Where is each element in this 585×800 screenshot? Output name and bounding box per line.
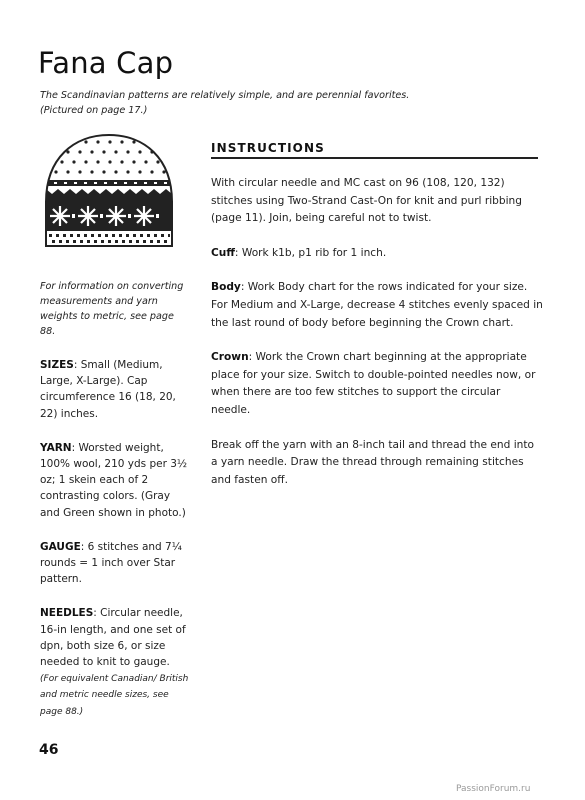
gauge-label: GAUGE	[40, 540, 81, 553]
cap-illustration	[40, 132, 178, 250]
gauge-section	[40, 539, 190, 588]
gauge-text: : 6 stitches and 7¼ rounds = 1 inch over Star pattern.	[40, 540, 182, 586]
heading-divider	[211, 157, 538, 159]
sizes-text: : Small (Medium, Large, X-Large). Cap circumference 16 (18, 20, 22) inches.	[40, 359, 176, 420]
needles-text: : Circular needle, 16-in length, and one set of dpn, both size 6, or size needed to knit to gauge.	[40, 607, 186, 669]
crown-paragraph	[211, 349, 543, 419]
yarn-section	[40, 440, 190, 521]
needles-label: NEEDLES	[40, 607, 94, 620]
star-band	[46, 202, 172, 230]
ribbed-cuff	[46, 230, 172, 246]
crown-label: Crown	[211, 351, 249, 364]
materials-sidebar	[40, 279, 190, 719]
intro-picture-reference: (Pictured on page 17.)	[40, 105, 148, 116]
page-number: 46	[39, 742, 59, 758]
instructions-body	[211, 175, 543, 506]
cuff-label: Cuff	[211, 246, 235, 259]
body-label: Body	[211, 281, 241, 294]
body-paragraph	[211, 279, 543, 332]
sizes-label: SIZES	[40, 359, 74, 371]
cast-on-paragraph: With circular needle and MC cast on 96 (108, 120, 132) stitches using Two-Strand Cast-On for knit and purl ribbing (page 11). Join, being careful not to twist.	[211, 177, 522, 225]
watermark: PassionForum.ru	[456, 784, 531, 794]
body-text: : Work Body chart for the rows indicated for your size. For Medium and X-Large, decrease 4 stitches evenly spaced in the last round of body before beginning the Crown chart.	[211, 281, 543, 329]
yarn-label: YARN	[40, 441, 72, 454]
needles-section	[40, 605, 190, 718]
intro-line: The Scandinavian patterns are relatively simple, and are perennial favorites.	[40, 90, 410, 101]
needles-size-note: (For equivalent Canadian/ British and metric needle sizes, see page 88.)	[40, 674, 189, 717]
intro-text	[40, 88, 470, 118]
finishing-paragraph: Break off the yarn with an 8-inch tail and thread the end into a yarn needle. Draw the thread through remaining stitches and fasten off.	[211, 438, 535, 486]
cuff-paragraph	[211, 245, 543, 263]
yarn-text: : Worsted weight, 100% wool, 210 yds per 3½ oz; 1 skein each of 2 contrasting colors. (Gray and Green shown in photo.)	[40, 441, 188, 519]
metric-conversion-note: For information on converting measurements and yarn weights to metric, see page 88.	[40, 281, 184, 337]
sizes-section	[40, 357, 190, 422]
crown-text: : Work the Crown chart beginning at the appropriate place for your size. Switch to double-pointed needles now, or when there are too few stitches to support the circular needle.	[211, 351, 536, 416]
page-title: Fana Cap	[38, 46, 174, 80]
cuff-text: : Work k1b, p1 rib for 1 inch.	[234, 246, 387, 259]
instructions-heading: INSTRUCTIONS	[211, 141, 325, 155]
crown-pattern	[40, 132, 178, 204]
